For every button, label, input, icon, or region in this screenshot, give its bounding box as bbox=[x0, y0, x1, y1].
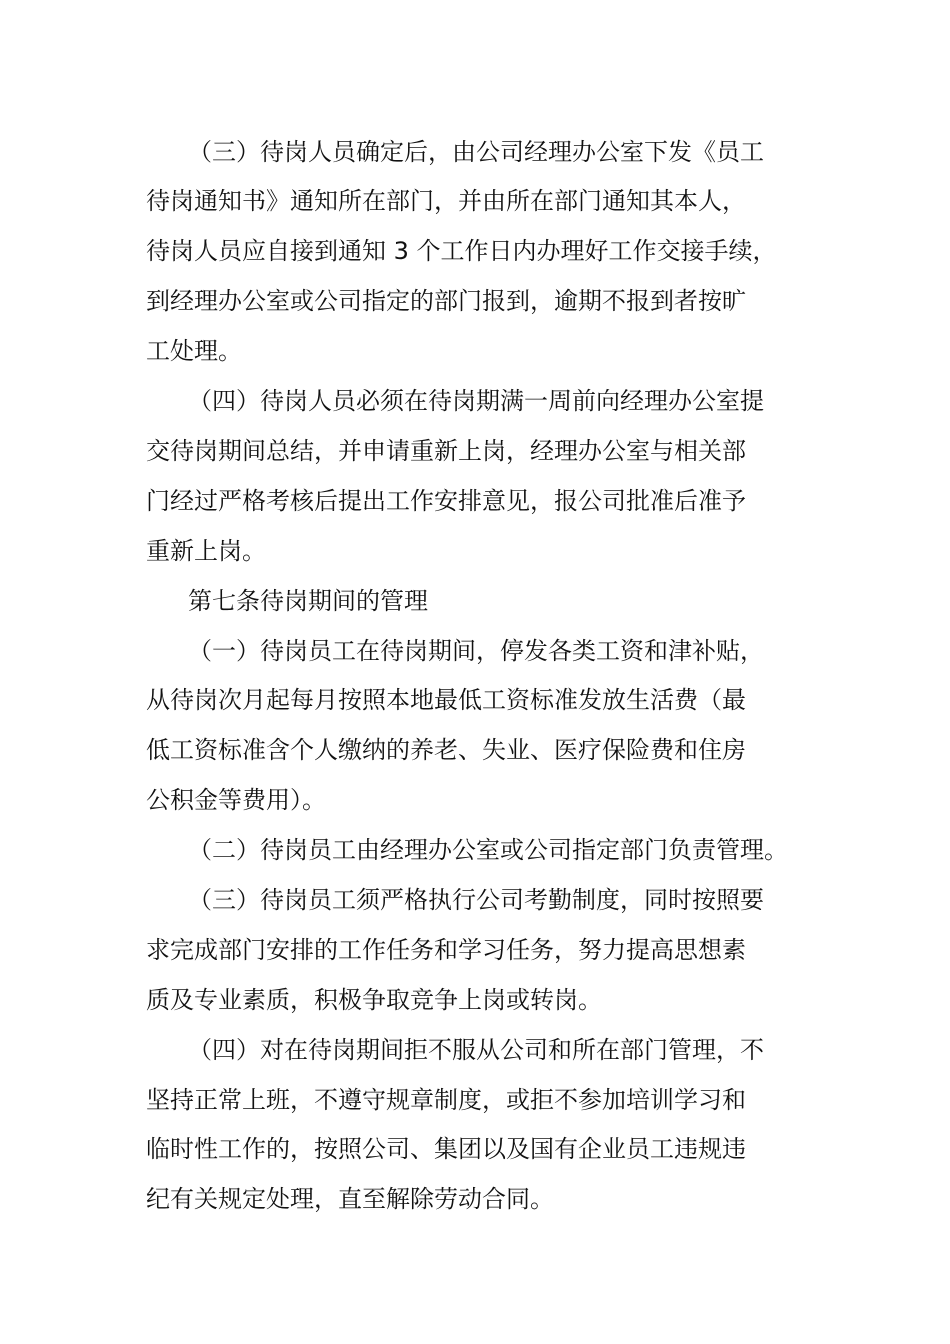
paragraph-3-line-4: 到经理办公室或公司指定的部门报到，逾期不报到者按旷 bbox=[146, 287, 746, 315]
paragraph-3-line-5: 工处理。 bbox=[146, 337, 242, 365]
article-7-item-1-line-4: 公积金等费用）。 bbox=[146, 786, 326, 814]
article-7-item-4-line-2: 坚持正常上班，不遵守规章制度，或拒不参加培训学习和 bbox=[146, 1086, 746, 1114]
paragraph-3-line-3: 待岗人员应自接到通知 3 个工作日内办理好工作交接手续， bbox=[146, 237, 777, 265]
paragraph-4-line-1: （四）待岗人员必须在待岗期满一周前向经理办公室提 bbox=[188, 387, 764, 415]
paragraph-4-line-3: 门经过严格考核后提出工作安排意见，报公司批准后准予 bbox=[146, 487, 746, 515]
article-7-item-2-line-1: （二）待岗员工由经理办公室或公司指定部门负责管理。 bbox=[188, 836, 788, 864]
paragraph-3-line-1: （三）待岗人员确定后，由公司经理办公室下发《员工 bbox=[188, 138, 764, 166]
article-7-heading: 第七条待岗期间的管理 bbox=[188, 587, 428, 615]
article-7-item-1-line-1: （一）待岗员工在待岗期间，停发各类工资和津补贴， bbox=[188, 637, 764, 665]
paragraph-3-line-2: 待岗通知书》通知所在部门，并由所在部门通知其本人， bbox=[146, 187, 746, 215]
article-7-item-3-line-1: （三）待岗员工须严格执行公司考勤制度，同时按照要 bbox=[188, 886, 764, 914]
article-7-item-1-line-3: 低工资标准含个人缴纳的养老、失业、医疗保险费和住房 bbox=[146, 736, 746, 764]
paragraph-4-line-4: 重新上岗。 bbox=[146, 537, 266, 565]
paragraph-4-line-2: 交待岗期间总结，并申请重新上岗，经理办公室与相关部 bbox=[146, 437, 746, 465]
article-7-item-4-line-4: 纪有关规定处理，直至解除劳动合同。 bbox=[146, 1185, 554, 1213]
article-7-item-4-line-1: （四）对在待岗期间拒不服从公司和所在部门管理，不 bbox=[188, 1036, 764, 1064]
article-7-item-4-line-3: 临时性工作的，按照公司、集团以及国有企业员工违规违 bbox=[146, 1135, 746, 1163]
article-7-item-3-line-2: 求完成部门安排的工作任务和学习任务，努力提高思想素 bbox=[146, 936, 746, 964]
article-7-item-3-line-3: 质及专业素质，积极争取竞争上岗或转岗。 bbox=[146, 986, 602, 1014]
article-7-item-1-line-2: 从待岗次月起每月按照本地最低工资标准发放生活费（最 bbox=[146, 686, 746, 714]
